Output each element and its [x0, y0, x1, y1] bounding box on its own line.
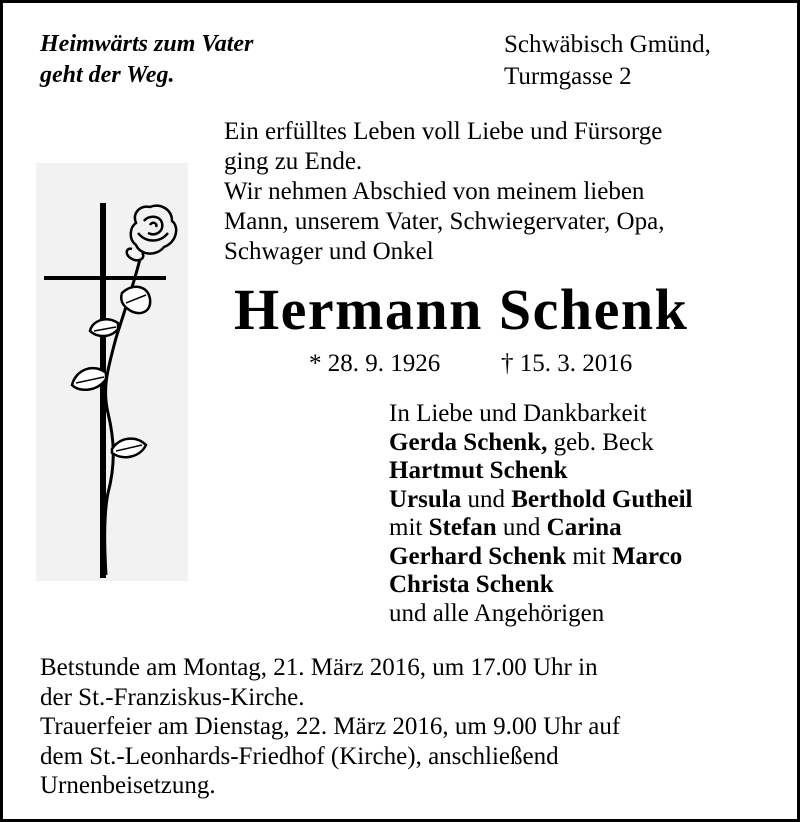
service-line: Betstunde am Montag, 21. März 2016, um 17.00 Uhr in [40, 654, 598, 681]
cross-with-rose-icon [36, 163, 188, 581]
connector-text: mit [389, 514, 429, 541]
motto-line: geht der Weg. [40, 62, 175, 88]
connector-text: und [461, 485, 512, 513]
mourner-note: geb. Beck [547, 428, 654, 456]
dedication-text: In Liebe und Dankbarkeit [389, 400, 647, 427]
mourners-line [389, 543, 693, 572]
motto-line: Heimwärts zum Vater [40, 31, 254, 57]
mourner-name: Berthold Gutheil [511, 485, 693, 513]
service-details [40, 653, 620, 801]
mourner-name: Ursula [389, 485, 462, 513]
intro-line: Mann, unserem Vater, Schwiegervater, Opa, [224, 208, 665, 235]
intro-line: Wir nehmen Abschied von meinem lieben [224, 178, 645, 205]
mourners-line [389, 571, 693, 600]
closing-text: und alle Angehörigen [389, 599, 605, 627]
birth-date: * 28. 9. 1926 [309, 350, 441, 377]
mourners-line [389, 400, 693, 429]
deceased-name: Hermann Schenk [234, 277, 689, 342]
connector-text: und [496, 514, 547, 541]
intro-line: ging zu Ende. [224, 148, 363, 175]
service-line: Trauerfeier am Dienstag, 22. März 2016, um 9.00 Uhr auf [40, 713, 621, 740]
service-line: Urnenbeisetzung. [40, 772, 216, 799]
mourner-name: Christa Schenk [389, 571, 554, 598]
address-street: Turmgasse 2 [504, 63, 632, 90]
address-city: Schwäbisch Gmünd, [504, 31, 711, 58]
service-line: dem St.-Leonhards-Friedhof (Kirche), anschließend [40, 742, 559, 770]
mourner-name: Carina [546, 514, 622, 541]
death-date: † 15. 3. 2016 [501, 350, 633, 377]
service-line: der St.-Franziskus-Kirche. [40, 683, 305, 711]
mourner-name: Gerda Schenk, [389, 428, 548, 456]
intro-line: Schwager und Onkel [224, 238, 434, 265]
connector-text: mit [566, 542, 612, 570]
intro-text [224, 117, 664, 267]
mourner-name: Hartmut Schenk [389, 457, 568, 484]
address [504, 29, 711, 93]
mourner-name: Stefan [428, 514, 497, 541]
mourners-line [389, 600, 693, 629]
mourner-name: Marco [611, 542, 683, 570]
mourners-line [389, 486, 693, 515]
mourners-line [389, 457, 693, 486]
intro-line: Ein erfülltes Leben voll Liebe und Fürsorge [224, 118, 663, 145]
motto [40, 29, 253, 91]
mourners-line [389, 429, 693, 458]
mourners-line [389, 514, 693, 543]
mourner-name: Gerhard Schenk [389, 542, 567, 570]
mourners-list [389, 400, 693, 628]
